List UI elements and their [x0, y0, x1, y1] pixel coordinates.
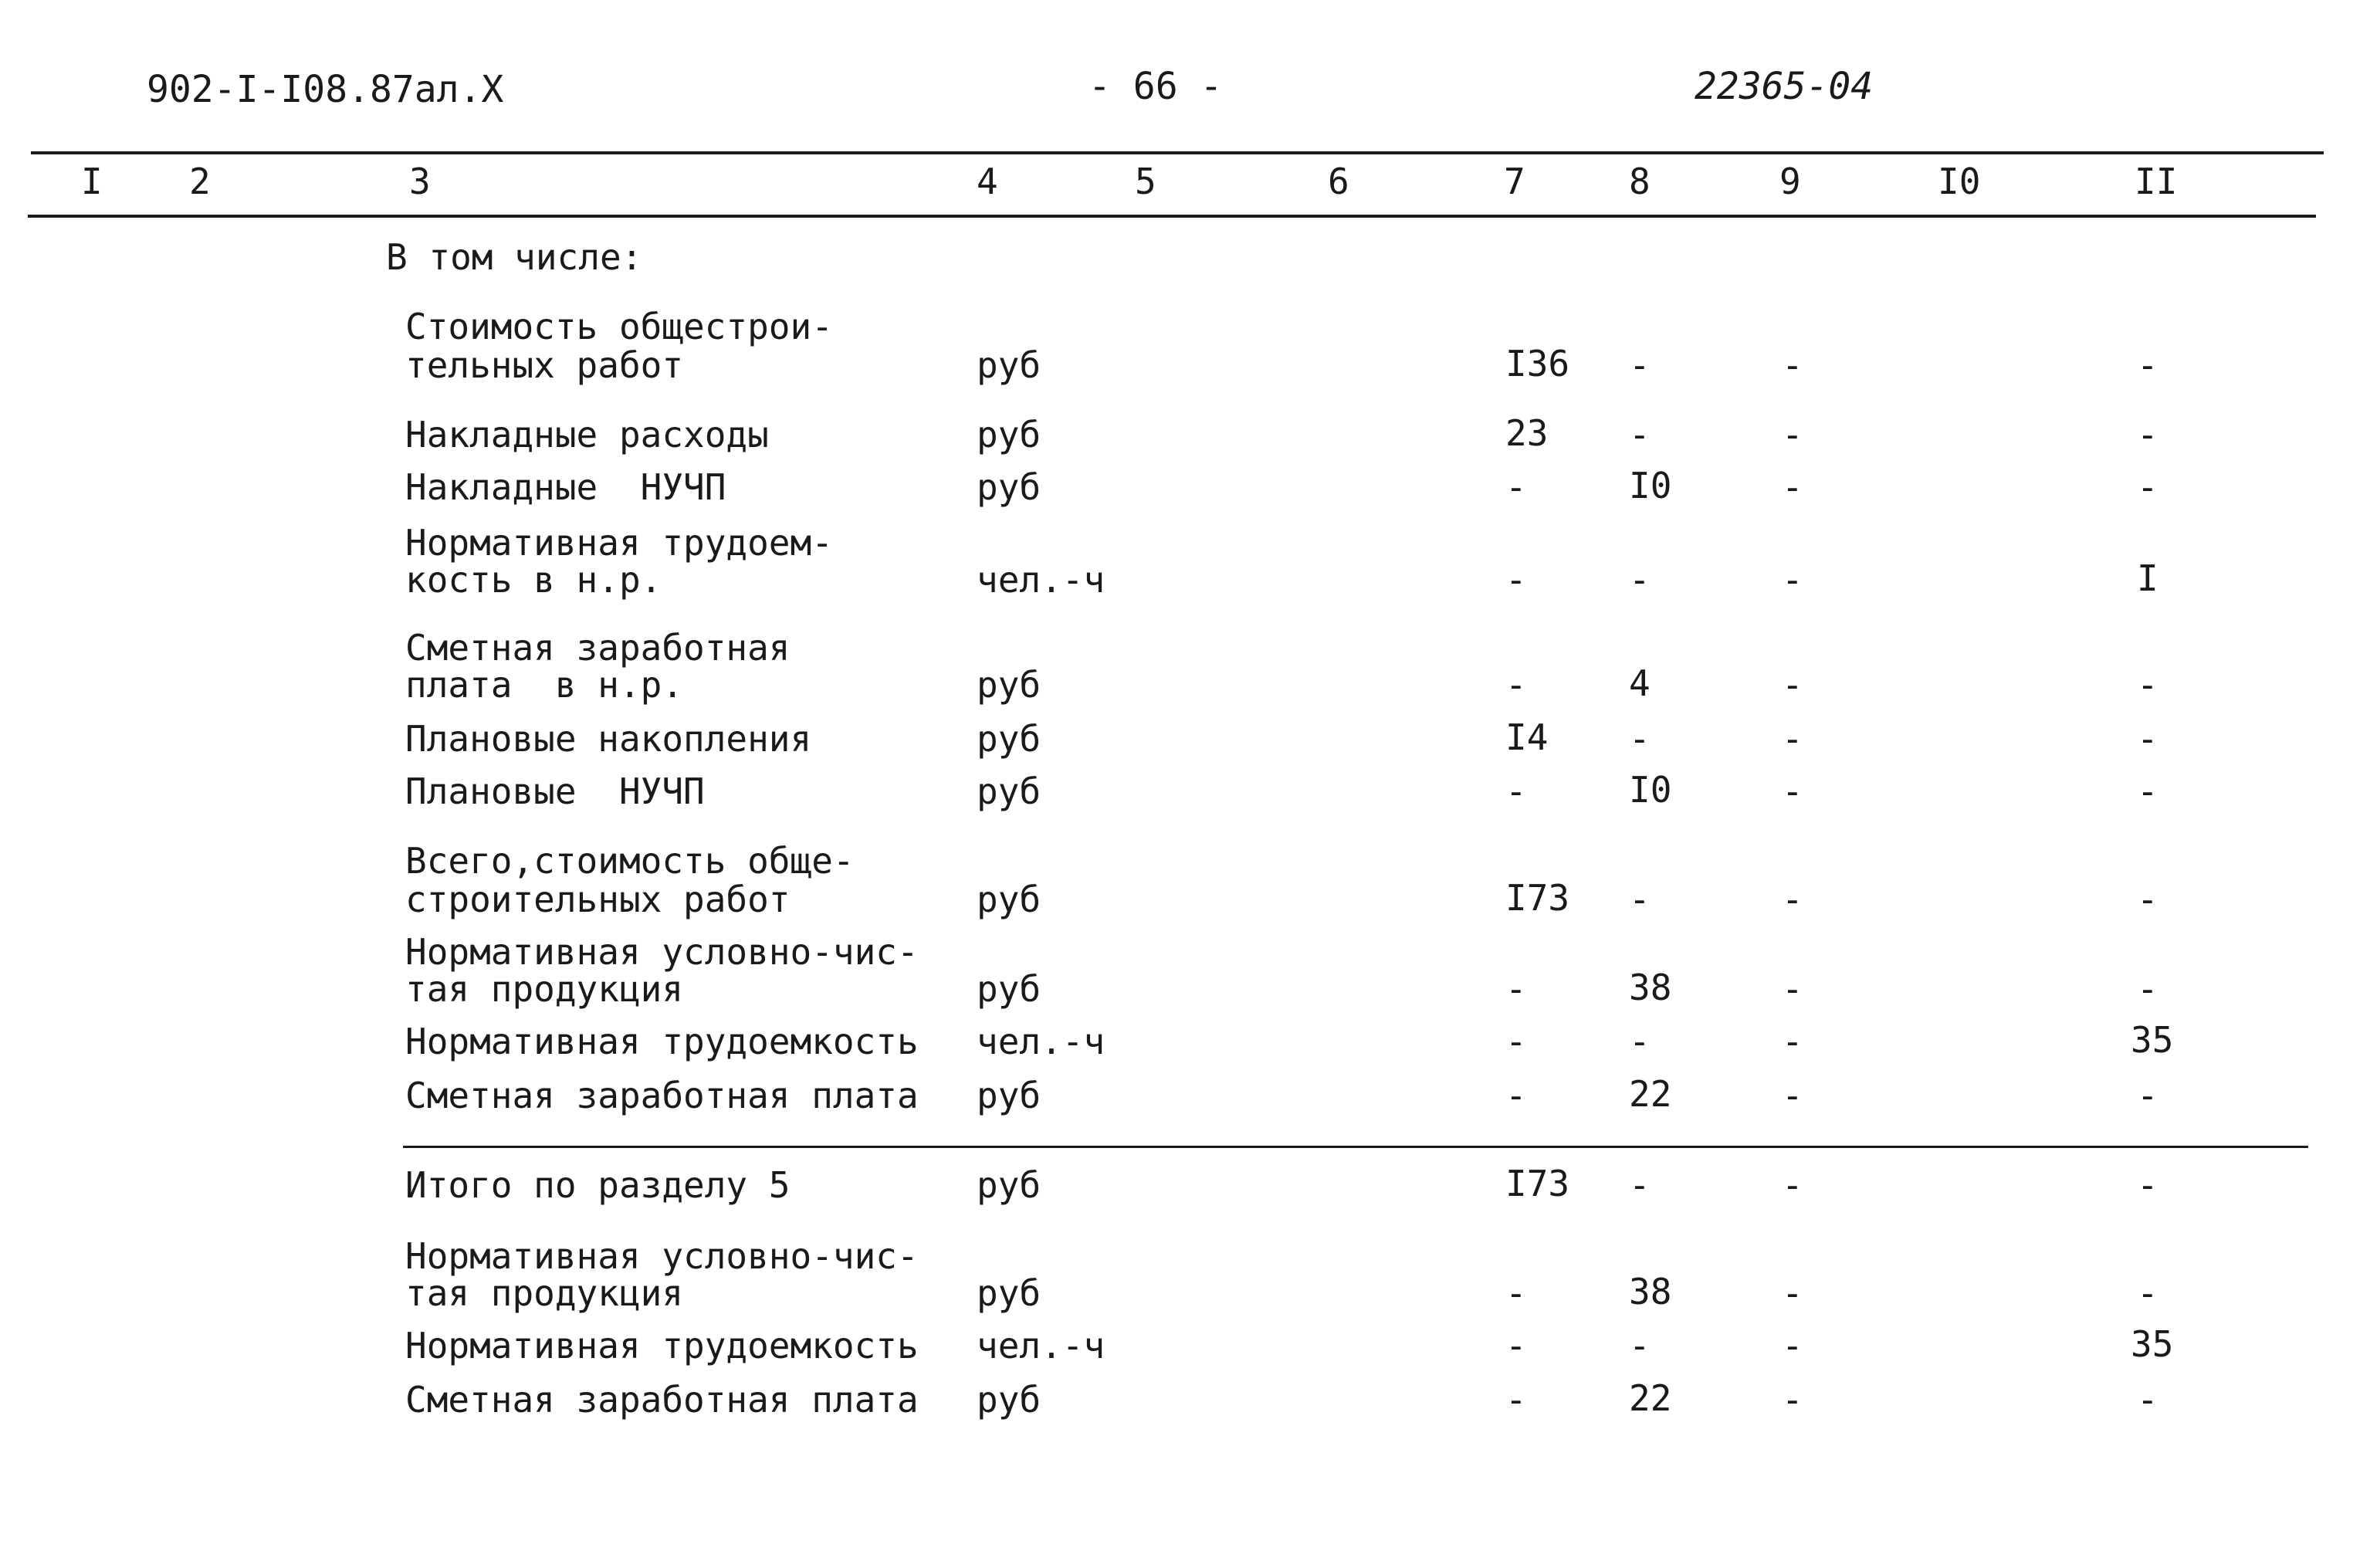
column-number: 3 — [409, 161, 431, 202]
row-label: Стоимость общестрои- — [405, 306, 833, 347]
row-value-col9: - — [1782, 968, 1803, 1010]
row-value-col8: - — [1629, 344, 1651, 386]
row-value-col9: - — [1782, 559, 1803, 601]
page-number: - 66 - — [1089, 65, 1223, 108]
row-value-col11: - — [2137, 664, 2158, 706]
total-label: Нормативная трудоемкость — [405, 1325, 919, 1366]
row-value-col7: - — [1505, 466, 1527, 508]
total-unit: руб — [977, 1379, 1041, 1421]
row-unit: руб — [977, 1075, 1041, 1116]
row-value-col7: - — [1505, 1075, 1527, 1116]
column-number: I — [81, 161, 103, 202]
row-value-col11: 35 — [2131, 1019, 2174, 1061]
row-value-col7: I4 — [1505, 716, 1549, 758]
row-value-col11: - — [2137, 879, 2158, 920]
row-value-col8: - — [1629, 559, 1651, 601]
row-label: Нормативная трудоем- — [405, 522, 833, 564]
row-unit: руб — [977, 664, 1041, 706]
row-label: Плановые накопления — [405, 718, 812, 760]
row-value-col11: - — [2137, 414, 2158, 455]
row-value-col8: I0 — [1629, 769, 1672, 811]
total-value-col8: - — [1629, 1164, 1651, 1206]
total-unit: чел.-ч — [977, 1325, 1105, 1366]
row-unit: руб — [977, 879, 1041, 920]
row-unit: руб — [977, 414, 1041, 455]
row-value-col9: - — [1782, 466, 1803, 508]
row-value-col8: 22 — [1629, 1073, 1672, 1115]
total-value-col9: - — [1782, 1164, 1803, 1206]
row-label: плата в н.р. — [405, 664, 684, 706]
column-number: 4 — [977, 161, 998, 202]
row-value-col8: I0 — [1629, 465, 1672, 506]
row-value-col9: - — [1782, 1021, 1803, 1062]
total-value-col7: - — [1505, 1325, 1527, 1366]
total-unit: руб — [977, 1164, 1041, 1206]
column-number: 6 — [1328, 161, 1349, 202]
total-value-col9: - — [1782, 1379, 1803, 1421]
row-value-col7: I36 — [1505, 343, 1570, 384]
total-label: Сметная заработная плата — [405, 1379, 919, 1421]
row-value-col9: - — [1782, 414, 1803, 455]
total-value-col8: - — [1629, 1325, 1651, 1366]
column-number: 7 — [1504, 161, 1525, 202]
row-value-col9: - — [1782, 718, 1803, 760]
row-value-col7: - — [1505, 1021, 1527, 1062]
row-value-col8: - — [1629, 718, 1651, 760]
total-label: тая продукция — [405, 1272, 684, 1314]
row-unit: руб — [977, 718, 1041, 760]
row-value-col9: - — [1782, 1075, 1803, 1116]
row-unit: руб — [977, 770, 1041, 812]
total-value-col11: - — [2137, 1272, 2158, 1314]
row-label: Всего,стоимость обще- — [405, 840, 855, 882]
totals-separator — [403, 1146, 2308, 1148]
section-intro: В том числе: — [386, 236, 643, 278]
total-value-col7: I73 — [1505, 1163, 1570, 1204]
row-label: Нормативная трудоемкость — [405, 1021, 919, 1062]
row-unit: чел.-ч — [977, 559, 1105, 601]
total-value-col9: - — [1782, 1325, 1803, 1366]
row-value-col8: - — [1629, 414, 1651, 455]
row-value-col9: - — [1782, 770, 1803, 812]
row-value-col7: I73 — [1505, 877, 1570, 919]
row-value-col7: - — [1505, 968, 1527, 1010]
column-number: 9 — [1779, 161, 1801, 202]
row-value-col7: - — [1505, 559, 1527, 601]
total-value-col7: - — [1505, 1379, 1527, 1421]
row-value-col7: 23 — [1505, 412, 1549, 454]
row-label: строительных работ — [405, 879, 791, 920]
sheet-code: 22365-04 — [1695, 65, 1874, 108]
row-value-col11: - — [2137, 968, 2158, 1010]
total-value-col8: 22 — [1629, 1377, 1672, 1419]
row-value-col11: - — [2137, 770, 2158, 812]
row-label: Плановые НУЧП — [405, 770, 705, 812]
row-unit: руб — [977, 968, 1041, 1010]
row-unit: руб — [977, 344, 1041, 386]
column-number: 8 — [1629, 161, 1651, 202]
column-number: 5 — [1135, 161, 1156, 202]
row-value-col8: 4 — [1629, 662, 1651, 704]
row-value-col7: - — [1505, 770, 1527, 812]
row-label: Сметная заработная плата — [405, 1075, 919, 1116]
total-value-col11: - — [2137, 1379, 2158, 1421]
header-bottom-rule — [28, 215, 2316, 218]
document-code: 902-I-I08.87ал.X — [147, 68, 504, 111]
row-unit: чел.-ч — [977, 1021, 1105, 1062]
row-value-col11: - — [2137, 344, 2158, 386]
column-number: 2 — [189, 161, 211, 202]
row-value-col8: - — [1629, 879, 1651, 920]
row-label: тельных работ — [405, 344, 684, 386]
row-unit: руб — [977, 466, 1041, 508]
row-label: Нормативная условно-чис- — [405, 931, 919, 973]
total-value-col11: - — [2137, 1164, 2158, 1206]
row-value-col8: 38 — [1629, 967, 1672, 1008]
row-value-col11: - — [2137, 1075, 2158, 1116]
row-label: Сметная заработная — [405, 627, 791, 669]
row-label: Накладные расходы — [405, 414, 769, 455]
row-value-col9: - — [1782, 879, 1803, 920]
total-label: Итого по разделу 5 — [405, 1164, 791, 1206]
total-value-col8: 38 — [1629, 1271, 1672, 1312]
column-number: II — [2135, 161, 2178, 202]
row-label: тая продукция — [405, 968, 684, 1010]
row-value-col8: - — [1629, 1021, 1651, 1062]
total-value-col9: - — [1782, 1272, 1803, 1314]
total-value-col7: - — [1505, 1272, 1527, 1314]
row-value-col9: - — [1782, 344, 1803, 386]
row-value-col11: I — [2137, 557, 2158, 599]
row-value-col7: - — [1505, 664, 1527, 706]
row-label: кость в н.р. — [405, 559, 662, 601]
row-value-col11: - — [2137, 466, 2158, 508]
total-value-col11: 35 — [2131, 1323, 2174, 1365]
header-top-rule — [31, 151, 2324, 154]
row-value-col11: - — [2137, 718, 2158, 760]
row-label: Накладные НУЧП — [405, 466, 726, 508]
row-value-col9: - — [1782, 664, 1803, 706]
column-number: I0 — [1938, 161, 1981, 202]
total-unit: руб — [977, 1272, 1041, 1314]
total-label: Нормативная условно-чис- — [405, 1235, 919, 1277]
